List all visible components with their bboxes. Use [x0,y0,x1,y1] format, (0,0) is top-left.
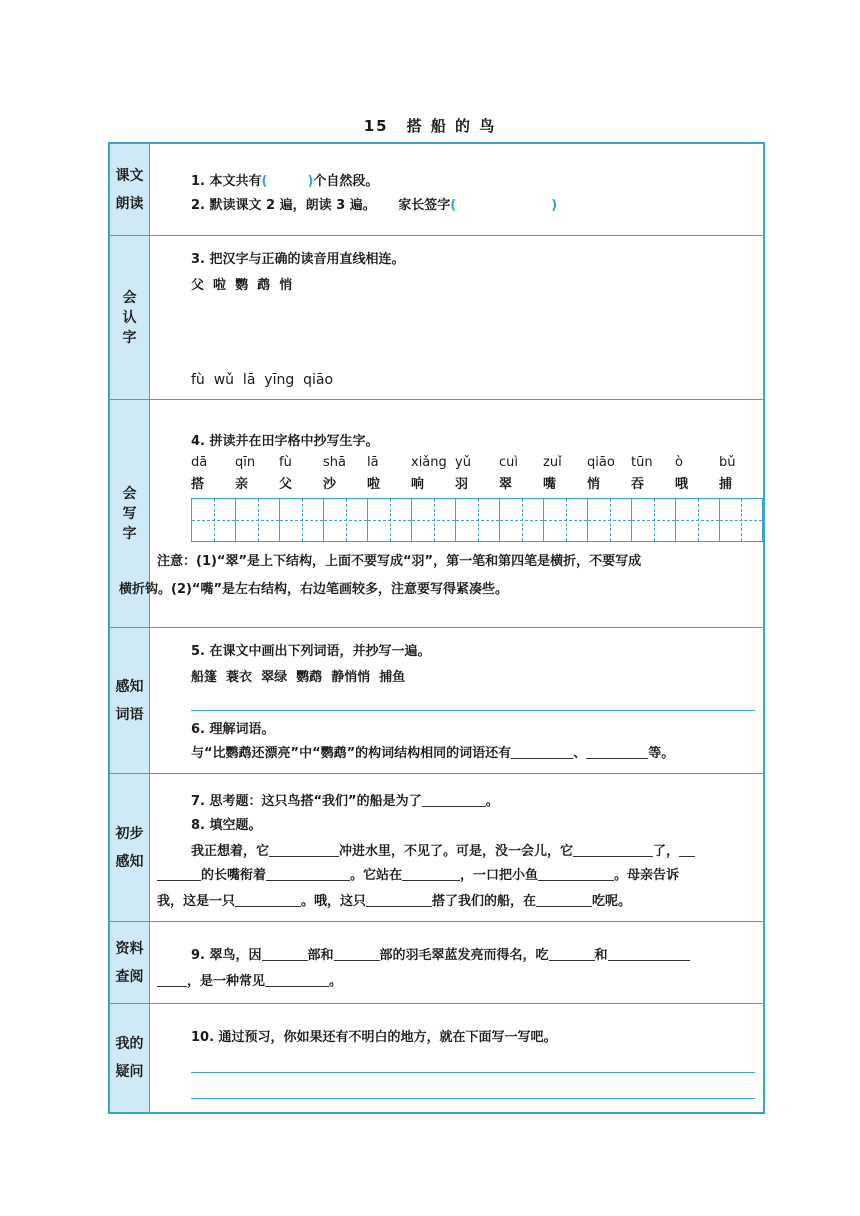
row-words [110,628,763,774]
answer-blank-1[interactable] [267,173,307,187]
question-8: 8. 填空题。 [191,818,262,833]
row-label-recognize: 会认字 [110,236,150,399]
question-6-text: 与“比鹦鹉还漂亮”中“鹦鹉”的构词结构相同的词语还有 、 等。 [191,746,675,761]
row-content-questions [151,1004,763,1112]
question-2: 2. 默读课文 2 遍，朗读 3 遍。 家长签字( ) [191,198,558,213]
pinyin-item: tūn [631,455,653,470]
answer-blank[interactable] [235,893,301,907]
tianzige-cell[interactable] [367,498,411,542]
row-research [110,922,763,1004]
pinyin-item: ò [675,455,683,470]
answer-blank[interactable] [679,843,695,857]
tianzige-cell[interactable] [543,498,587,542]
answer-blank[interactable] [586,745,648,759]
answer-blank[interactable] [422,793,486,807]
question-1: 1. 本文共有( )个自然段。 [191,174,379,189]
pinyin-item: fù [279,455,292,470]
tianzige-grid [191,498,763,542]
hanzi-item: 沙 [323,477,337,492]
hanzi-item: 嘴 [543,477,557,492]
row-content-research [151,922,763,1003]
row-label-read: 课文朗读 [110,144,150,235]
tianzige-cell[interactable] [411,498,455,542]
tianzige-cell[interactable] [631,498,675,542]
pinyin-item: dā [191,455,208,470]
answer-blank[interactable] [157,973,187,987]
fill-line-2: 的长嘴衔着 。它站在 ，一口把小鱼 。母亲告诉 [157,864,679,883]
hanzi-item: 啦 [367,477,381,492]
row-perceive [110,774,763,922]
row-write [110,400,763,628]
writing-note-line-2: 横折钩。(2)“嘴”是左右结构，右边笔画较多，注意要写得紧凑些。 [119,582,509,597]
row-content-perceive [151,774,763,921]
tianzige-cell[interactable] [675,498,719,542]
fill-line-1: 我正想着，它 冲进水里，不见了。可是，没一会儿，它 了， [191,840,695,859]
question-6: 6. 理解词语。 [191,722,275,737]
answer-blank[interactable] [573,843,653,857]
row-label-words: 感知词语 [110,628,150,773]
row-questions [110,1004,763,1112]
row-label-questions: 我的疑问 [110,1004,150,1112]
tianzige-cell[interactable] [455,498,499,542]
pinyin-item: bǔ [719,455,736,470]
answer-blank[interactable] [402,867,460,881]
tianzige-cell[interactable] [235,498,279,542]
pinyin-item: qiāo [587,455,615,470]
hanzi-item: 羽 [455,477,469,492]
hanzi-item: 响 [411,477,425,492]
row-label-research: 资料查阅 [110,922,150,1003]
question-9-line-2: ，是一种常见 。 [157,970,342,989]
copy-line[interactable] [191,710,755,711]
tianzige-cell[interactable] [191,498,235,542]
tianzige-cell[interactable] [279,498,323,542]
row-label-write: 会写字 [110,400,150,627]
answer-blank[interactable] [511,745,573,759]
pinyin-list: fù wǔ lā yīng qiāo [191,372,334,388]
question-5: 5. 在课文中画出下列词语，并抄写一遍。 [191,644,431,659]
hanzi-item: 父 [279,477,293,492]
page-title [0,115,860,136]
hanzi-list: 父 啦 鹦 鹉 悄 [191,278,293,293]
hanzi-item: 翠 [499,477,513,492]
pinyin-item: zuǐ [543,455,562,470]
tianzige-cell[interactable] [719,498,763,542]
lesson-number: 15 [363,117,389,135]
answer-blank[interactable] [536,893,592,907]
hanzi-item: 吞 [631,477,645,492]
hanzi-item: 亲 [235,477,249,492]
row-content-recognize [151,236,763,399]
answer-blank[interactable] [608,947,690,961]
pinyin-item: shā [323,455,346,470]
hanzi-item: 哦 [675,477,689,492]
answer-blank[interactable] [269,843,339,857]
answer-blank[interactable] [366,893,432,907]
signature-blank[interactable] [456,197,551,211]
question-3: 3. 把汉字与正确的读音用直线相连。 [191,252,405,267]
pinyin-item: cuì [499,455,518,470]
answer-blank[interactable] [266,867,350,881]
worksheet-table [108,142,765,1114]
writing-line[interactable] [191,1072,755,1073]
question-7: 7. 思考题：这只鸟搭“我们”的船是为了 。 [191,794,499,809]
pinyin-row [191,455,763,470]
question-4: 4. 拼读并在田字格中抄写生字。 [191,434,379,449]
fill-line-3: 我，这是一只 。哦，这只 搭了我们的船，在 吃呢。 [157,894,632,909]
tianzige-cell[interactable] [499,498,543,542]
answer-blank[interactable] [334,947,380,961]
pinyin-item: lā [367,455,379,470]
lesson-title: 搭 船 的 鸟 [406,117,497,135]
answer-blank[interactable] [157,867,201,881]
word-list: 船篷 蓑衣 翠绿 鹦鹉 静悄悄 捕鱼 [191,670,406,685]
answer-blank[interactable] [549,947,595,961]
hanzi-item: 悄 [587,477,601,492]
pinyin-item: qīn [235,455,256,470]
pinyin-item: xiǎng [411,455,447,470]
row-read [110,144,763,236]
tianzige-cell[interactable] [323,498,367,542]
row-content-read [151,144,763,235]
hanzi-item: 捕 [719,477,733,492]
writing-line[interactable] [191,1098,755,1099]
row-recognize [110,236,763,400]
question-9-line-1: 9. 翠鸟，因 部和 部的羽毛翠蓝发亮而得名，吃 和 [191,944,690,963]
hanzi-item: 搭 [191,477,205,492]
char-row [191,473,763,492]
tianzige-cell[interactable] [587,498,631,542]
answer-blank[interactable] [538,867,614,881]
answer-blank[interactable] [262,947,308,961]
row-content-words [151,628,763,773]
question-10: 10. 通过预习，你如果还有不明白的地方，就在下面写一写吧。 [191,1030,557,1045]
writing-note-line-1: 注意：(1)“翠”是上下结构，上面不要写成“羽”，第一笔和第四笔是横折，不要写成 [157,554,642,569]
row-label-perceive: 初步感知 [110,774,150,921]
pinyin-item: yǔ [455,455,471,470]
answer-blank[interactable] [265,973,329,987]
